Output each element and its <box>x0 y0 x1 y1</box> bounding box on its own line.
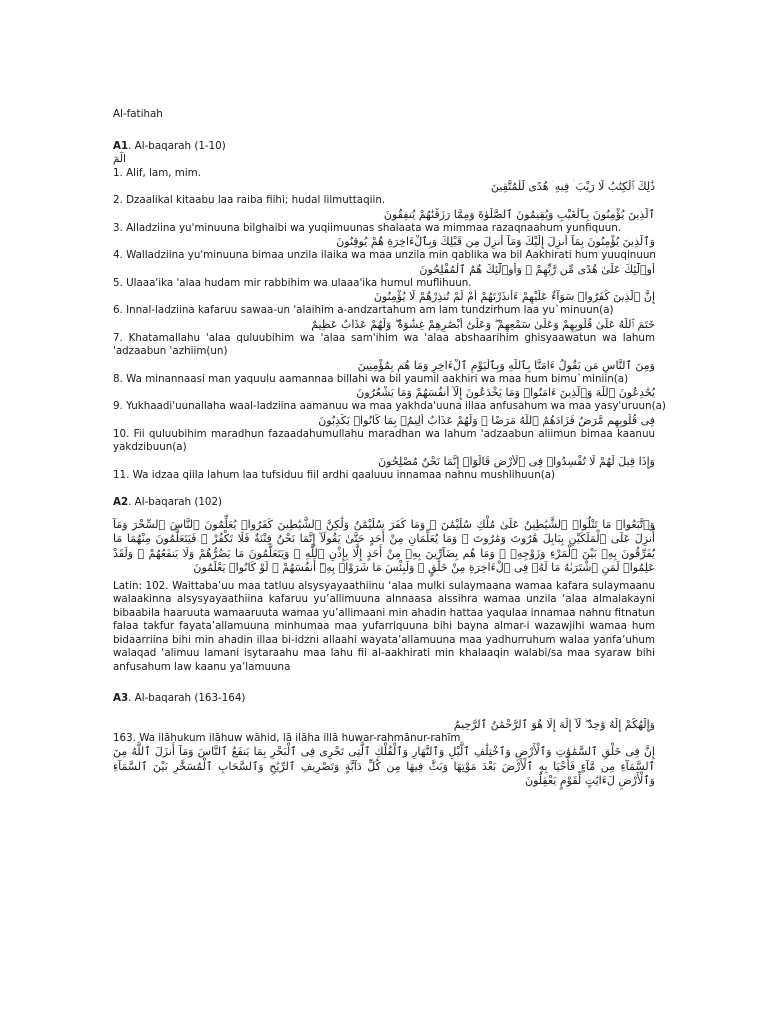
verse-list <box>113 166 666 483</box>
latin-verse-line: 3. Alladziina yu'minuuna bilghaibi wa yuqiimuunas shalaata wa mimmaa razaqnaahum yunfiquun. <box>113 221 622 234</box>
opening-letters-arabic: الٓمٓ <box>113 153 126 165</box>
latin-verse-line: 7. Khatamallahu 'alaa quluubihim wa 'alaa sam'ihim wa 'alaa abshaarihim ghisyaawatun wa lahum 'adzaabun 'azhiim(un) <box>113 331 655 357</box>
section-code: A3 <box>113 692 129 704</box>
latin-verse-163: 163. Wa ilāhukum ilāhuw wāhid, lā ilāha illā huwar-rahmānur-rahīm <box>113 731 461 744</box>
arabic-verse-line: وَٱلَّذِينَ يُؤْمِنُونَ بِمَآ أُنزِلَ إِلَيْكَ وَمَآ أُنزِلَ مِن قَبْلِكَ وَبِٱلْءَاخِرَةِ هُمْ يُوقِنُونَ <box>336 235 655 248</box>
arabic-verse-line: ٱلَّذِينَ يُؤْمِنُونَ بِٱلْغَيْبِ وَيُقِيمُونَ ٱلصَّلَوٰةَ وَمِمَّا رَزَقْنَٰهُمْ يُنفِقُونَ <box>383 207 655 221</box>
latin-verse-line: 11. Wa idzaa qiila lahum laa tufsiduu fiil ardhi qaaluuu innamaa nahnu mushlihuun(a) <box>113 468 556 481</box>
section-heading <box>113 496 655 510</box>
section-title: . Al-baqarah (163-164) <box>128 692 246 704</box>
section-heading <box>113 140 655 154</box>
arabic-verse-line: وَمِنَ ٱلنَّاسِ مَن يَقُولُ ءَامَنَّا بِٱللَّهِ وَبِٱلْيَوْمِ ٱلْءَاخِرِ وَمَا هُم بِمُؤْمِنِينَ <box>357 358 655 372</box>
section-a1 <box>113 139 666 483</box>
latin-verse-line: 4. Walladziina yu'minuuna bimaa unzila ilaika wa maa unzila min qablika wa bil Aakhirati hum yuuqinuun <box>113 249 656 261</box>
latin-transliteration-102: Latin: 102. Waittaba’uu maa tatluu alsysyayaathiinu ‘alaa mulki sulaymaana wamaa kafara sulaymaanu walaakinna alsysyayaathiina kafaruu yu’allimuuna alnnaasa alssihra wamaa unzila ‘alaa almalakayni bibaabila haaruuta wamaaruuta wamaa yu’allimaani min ahadin hattaa yaqulaa innamaa nahnu fitnatun falaa takfur fayata’allamuuna minhumaa maa yufarriquuna bihi bayna almar-i wazawjihi wamaa hum bidaarriina bihi min ahadin illaa bi-idzni allaahi wayata’allamuuna maa yadhurruhum walaa yanfa’uhum walaqad ‘alimuu lamani isytaraahu maa lahu fii al-aakhirati min khalaaqin walabi/sa maa syaraw bihi anfusahum law kaanu ya’lamuuna <box>113 579 655 673</box>
arabic-verse-line: فِى قُلُوبِهِم مَّرَضٌ فَزَادَهُمُ ٱللَّهُ مَرَضًا ۖ وَلَهُمْ عَذَابٌ أَلِيمٌۢ بِمَا كَانُوا۟ يَكْذِبُونَ <box>318 413 655 427</box>
section-heading <box>113 692 655 706</box>
section-code: A2 <box>113 496 129 508</box>
arabic-verse-line: أُو۟لَٰٓئِكَ عَلَىٰ هُدًى مِّن رَّبِّهِمْ ۖ وَأُو۟لَٰٓئِكَ هُمُ ٱلْمُفْلِحُونَ <box>419 262 655 276</box>
arabic-verse-line: إِنَّ ٱلَّذِينَ كَفَرُوا۟ سَوَآءٌ عَلَيْهِمْ ءَأَنذَرْتَهُمْ أَمْ لَمْ تُنذِرْهُمْ لَا يُؤْمِنُونَ <box>373 290 655 303</box>
latin-verse-line: 2. Dzaalikal kitaabu laa raiba fiihi; hudal lilmuttaqiin. <box>113 194 386 206</box>
section-a2 <box>113 496 655 674</box>
latin-verse-line: 1. Alif, lam, mim. <box>113 166 201 179</box>
arabic-verse-line: وَإِذَا قِيلَ لَهُمْ لَا تُفْسِدُوا۟ فِى ٱلْأَرْضِ قَالُوٓا۟ إِنَّمَا نَحْنُ مُصْلِحُونَ <box>378 454 655 468</box>
arabic-verse-102: وَٱتَّبَعُوا۟ مَا تَتْلُوا۟ ٱلشَّيَٰطِينُ عَلَىٰ مُلْكِ سُلَيْمَٰنَ ۖ وَمَا كَفَرَ سُلَيْمَٰنُ وَلَٰكِنَّ ٱلشَّيَٰطِينَ كَفَرُوا۟ يُعَلِّمُونَ ٱلنَّاسَ ٱلسِّحْرَ وَمَآ أُنزِلَ عَلَى ٱلْمَلَكَيْنِ بِبَابِلَ هَٰرُوتَ وَمَٰرُوتَ ۚ وَمَا يُعَلِّمَانِ مِنْ أَحَدٍ حَتَّىٰ يَقُولَآ إِنَّمَا نَحْنُ فِتْنَةٌ فَلَا تَكْفُرْ ۖ فَيَتَعَلَّمُونَ مِنْهُمَا مَا يُفَرِّقُونَ بِهِۦ بَيْنَ ٱلْمَرْءِ وَزَوْجِهِۦ ۚ وَمَا هُم بِضَآرِّينَ بِهِۦ مِنْ أَحَدٍ إِلَّا بِإِذْنِ ٱللَّهِ ۚ وَيَتَعَلَّمُونَ مَا يَضُرُّهُمْ وَلَا يَنفَعُهُمْ ۚ وَلَقَدْ عَلِمُوا۟ لَمَنِ ٱشْتَرَىٰهُ مَا لَهُۥ فِى ٱلْءَاخِرَةِ مِنْ خَلَٰقٍ ۚ وَلَبِئْسَ مَا شَرَوْا۟ بِهِۦٓ أَنفُسَهُمْ ۚ لَوْ كَانُوا۟ يَعْلَمُونَ <box>113 517 655 574</box>
arabic-verse-line: ذَٰلِكَ ٱلْكِتَٰبُ لَا رَيْبَ ۛ فِيهِ ۛ هُدًى لِّلْمُتَّقِينَ <box>490 180 655 193</box>
document-title: Al-fatihah <box>113 108 163 120</box>
latin-verse-line: 10. Fii quluubihim maradhun fazaadahumullahu maradhan wa lahum 'adzaabun aliimun bimaa kaanuu yakdzibuun(a) <box>113 427 655 453</box>
arabic-verse-line: يُخَٰدِعُونَ ٱللَّهَ وَٱلَّذِينَ ءَامَنُوا۟ وَمَا يَخْدَعُونَ إِلَّآ أَنفُسَهُمْ وَمَا يَشْعُرُونَ <box>356 386 655 399</box>
latin-verse-line: 6. Innal-ladziina kafaruu sawaa-un 'alaihim a-andzartahum am lam tundzirhum laa yu`minuun(a) <box>113 304 614 316</box>
arabic-verse-164: إِنَّ فِى خَلْقِ ٱلسَّمَٰوَٰتِ وَٱلْأَرْضِ وَٱخْتِلَٰفِ ٱلَّيْلِ وَٱلنَّهَارِ وَٱلْفُلْكِ ٱلَّتِى تَجْرِى فِى ٱلْبَحْرِ بِمَا يَنفَعُ ٱلنَّاسَ وَمَآ أَنزَلَ ٱللَّهُ مِنَ ٱلسَّمَآءِ مِن مَّآءٍ فَأَحْيَا بِهِ ٱلْأَرْضَ بَعْدَ مَوْتِهَا وَبَثَّ فِيهَا مِن كُلِّ دَآبَّةٍ وَتَصْرِيفِ ٱلرِّيَٰحِ وَٱلسَّحَابِ ٱلْمُسَخَّرِ بَيْنَ ٱلسَّمَآءِ وَٱلْأَرْضِ لَءَايَٰتٍ لِّقَوْمٍ يَعْقِلُونَ <box>113 745 655 787</box>
section-title: . Al-baqarah (1-10) <box>128 139 226 152</box>
latin-verse-line: 9. Yukhaadi'uunallaha waal-ladziina aamanuu wa maa yakhda'uuna illaa anfusahum wa maa yasy'uruun(a) <box>113 400 666 412</box>
section-title: . Al-baqarah (102) <box>128 496 223 508</box>
section-a3 <box>113 692 655 789</box>
section-code: A1 <box>113 139 129 152</box>
latin-verse-line: 8. Wa minannaasi man yaquulu aamannaa billahi wa bil yaumil aakhiri wa maa hum bimu`miniin(a) <box>113 372 629 385</box>
arabic-verse-line: خَتَمَ ٱللَّهُ عَلَىٰ قُلُوبِهِمْ وَعَلَىٰ سَمْعِهِمْ ۖ وَعَلَىٰٓ أَبْصَٰرِهِمْ غِشَٰوَةٌ ۖ وَلَهُمْ عَذَابٌ عَظِيمٌ <box>311 317 655 331</box>
document-body <box>113 108 666 789</box>
arabic-verse-163: وَإِلَٰهُكُمْ إِلَٰهٌ وَٰحِدٌ ۖ لَّآ إِلَٰهَ إِلَّا هُوَ ٱلرَّحْمَٰنُ ٱلرَّحِيمُ <box>453 717 655 731</box>
latin-verse-line: 5. Ulaaa'ika 'alaa hudam mir rabbihim wa ulaaa'ika humul muflihuun. <box>113 276 472 289</box>
